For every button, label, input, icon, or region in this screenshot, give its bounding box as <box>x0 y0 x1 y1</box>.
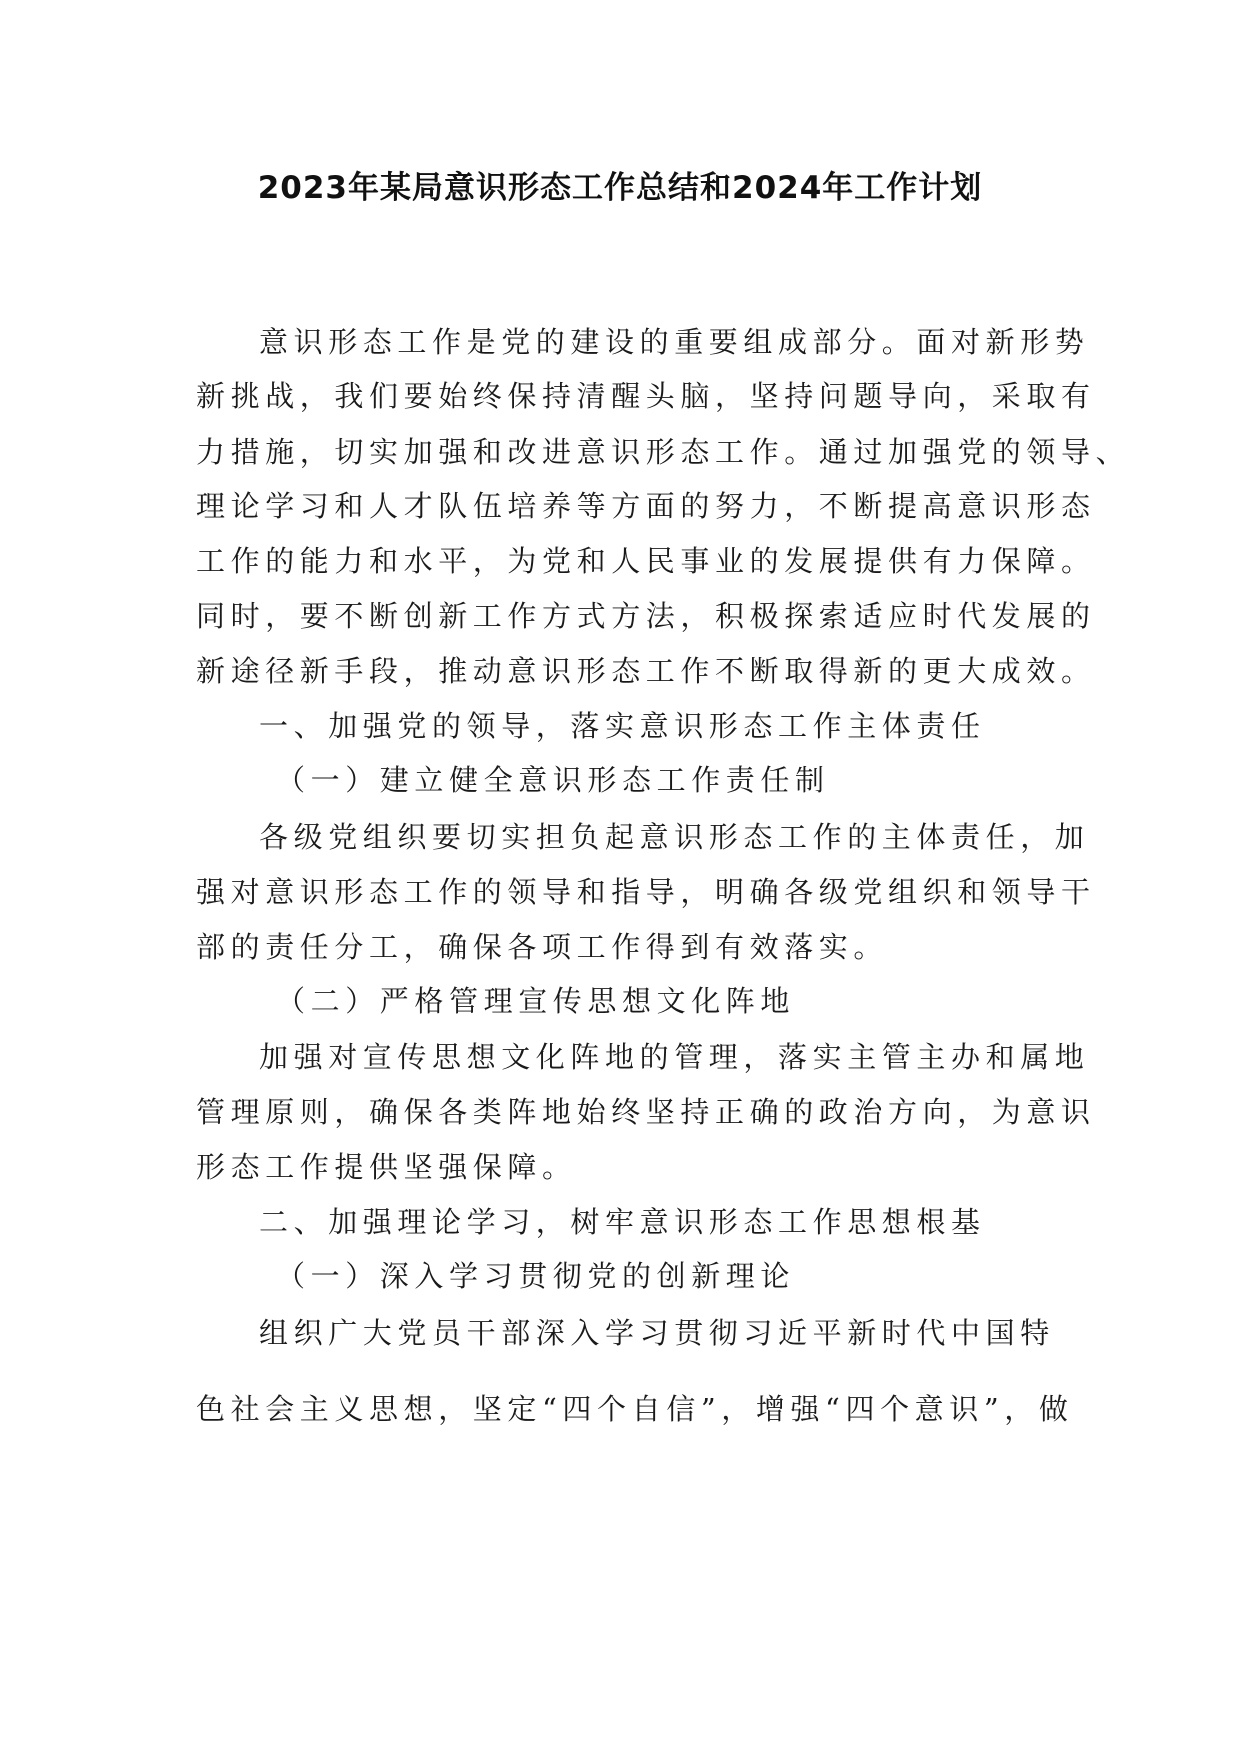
paragraph-line: 意识形态工作是党的建设的重要组成部分。面对新形势 <box>259 325 1090 359</box>
paragraph-line: 理论学习和人才队伍培养等方面的努力，不断提高意识形态 <box>196 489 1096 523</box>
paragraph-line: 组织广大党员干部深入学习贯彻习近平新时代中国特 <box>259 1316 1055 1350</box>
paragraph-line: 同时，要不断创新工作方式方法，积极探索适应时代发展的 <box>196 599 1096 633</box>
paragraph-line: 加强对宣传思想文化阵地的管理，落实主管主办和属地 <box>259 1040 1090 1074</box>
paragraph-line: 形态工作提供坚强保障。 <box>196 1150 577 1184</box>
paragraph-line: 部的责任分工，确保各项工作得到有效落实。 <box>196 930 889 964</box>
paragraph-line: 新途径新手段，推动意识形态工作不断取得新的更大成效。 <box>196 654 1096 688</box>
paragraph-line: 力措施，切实加强和改进意识形态工作。通过加强党的领导、 <box>196 435 1131 469</box>
subsection-heading: （一）建立健全意识形态工作责任制 <box>276 763 830 797</box>
paragraph-line: 色社会主义思想，坚定“四个自信”，增强“四个意识”，做 <box>196 1392 1074 1426</box>
subsection-heading: （一）深入学习贯彻党的创新理论 <box>276 1259 796 1293</box>
paragraph-line: 管理原则，确保各类阵地始终坚持正确的政治方向，为意识 <box>196 1095 1096 1129</box>
section-heading: 二、加强理论学习，树牢意识形态工作思想根基 <box>259 1205 986 1239</box>
paragraph-line: 工作的能力和水平，为党和人民事业的发展提供有力保障。 <box>196 544 1096 578</box>
section-heading: 一、加强党的领导，落实意识形态工作主体责任 <box>259 709 986 743</box>
paragraph-line: 新挑战，我们要始终保持清醒头脑，坚持问题导向，采取有 <box>196 379 1096 413</box>
paragraph-line: 各级党组织要切实担负起意识形态工作的主体责任，加 <box>259 820 1090 854</box>
document-title: 2023年某局意识形态工作总结和2024年工作计划 <box>257 170 983 206</box>
subsection-heading: （二）严格管理宣传思想文化阵地 <box>276 984 796 1018</box>
paragraph-line: 强对意识形态工作的领导和指导，明确各级党组织和领导干 <box>196 875 1096 909</box>
